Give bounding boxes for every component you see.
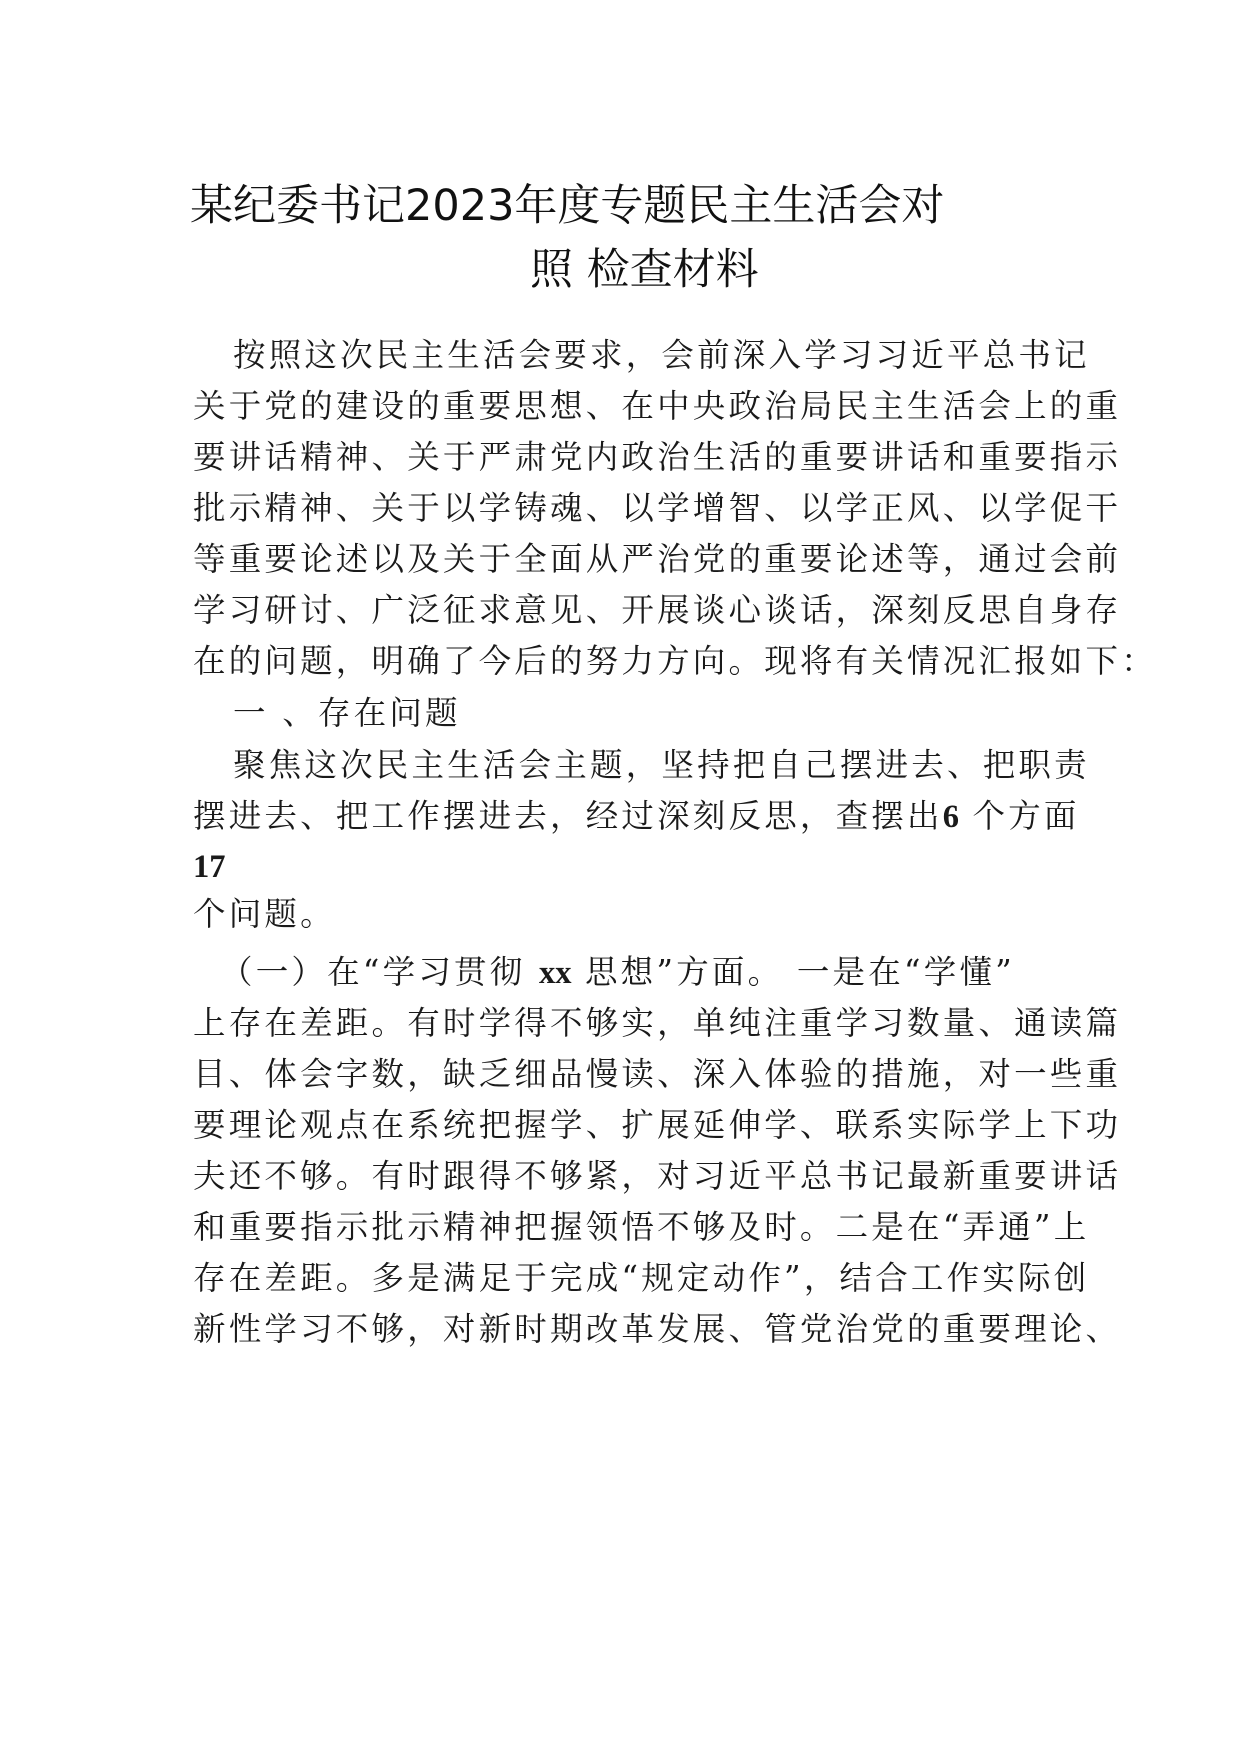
intro-line-4: 批示精神、关于以学铸魂、以学增智、以学正风、以学促干 bbox=[193, 489, 1122, 527]
intro-line-2: 关于党的建设的重要思想、在中央政治局民主生活会上的重 bbox=[193, 387, 1122, 425]
focus-line-4: 个问题。 bbox=[193, 895, 336, 933]
problem-count: 17 bbox=[193, 849, 226, 885]
document-title-line-1: 某纪委书记2023年度专题民主生活会对 bbox=[190, 181, 945, 231]
body-line-4: 夫还不够。有时跟得不够紧，对习近平总书记最新重要讲话 bbox=[193, 1157, 1122, 1195]
aspect-count: 6 bbox=[942, 799, 959, 835]
intro-line-1: 按照这次民主生活会要求，会前深入学习习近平总书记 bbox=[233, 336, 1090, 374]
section-heading-problems: 一 、存在问题 bbox=[233, 694, 461, 732]
focus-line-2-text: 摆进去、把工作摆进去，经过深刻反思，查摆出 bbox=[193, 797, 943, 835]
intro-line-3: 要讲话精神、关于严肃党内政治生活的重要讲话和重要指示 bbox=[193, 438, 1122, 476]
intro-line-5: 等重要论述以及关于全面从严治党的重要论述等，通过会前 bbox=[193, 540, 1122, 578]
body-line-6: 存在差距。多是满足于完成“规定动作”，结合工作实际创 bbox=[193, 1259, 1090, 1297]
subsection-1-placeholder: xx bbox=[538, 955, 572, 991]
body-line-5: 和重要指示批示精神把握领悟不够及时。二是在“弄通”上 bbox=[193, 1208, 1090, 1246]
focus-line-1: 聚焦这次民主生活会主题，坚持把自己摆进去、把职责 bbox=[233, 746, 1090, 784]
body-line-3: 要理论观点在系统把握学、扩展延伸学、联系实际学上下功 bbox=[193, 1106, 1122, 1144]
subsection-1-text-b: 思想”方面。 一是在“学懂” bbox=[571, 953, 1015, 991]
subsection-1-heading bbox=[220, 952, 1080, 993]
intro-line-7: 在的问题，明确了今后的努力方向。现将有关情况汇报如下： bbox=[193, 642, 1157, 680]
focus-line-2-suffix: 个方面 bbox=[958, 797, 1080, 835]
body-line-2: 目、体会字数，缺乏细品慢读、深入体验的措施，对一些重 bbox=[193, 1055, 1122, 1093]
body-line-7: 新性学习不够，对新时期改革发展、管党治党的重要理论、 bbox=[193, 1310, 1122, 1348]
body-line-1: 上存在差距。有时学得不够实，单纯注重学习数量、通读篇 bbox=[193, 1004, 1122, 1042]
intro-line-6: 学习研讨、广泛征求意见、开展谈心谈话，深刻反思自身存 bbox=[193, 591, 1122, 629]
subsection-1-text-a: （一）在“学习贯彻 bbox=[220, 953, 539, 991]
document-title-line-2: 照 检查材料 bbox=[530, 245, 759, 295]
focus-line-2 bbox=[193, 796, 1080, 837]
